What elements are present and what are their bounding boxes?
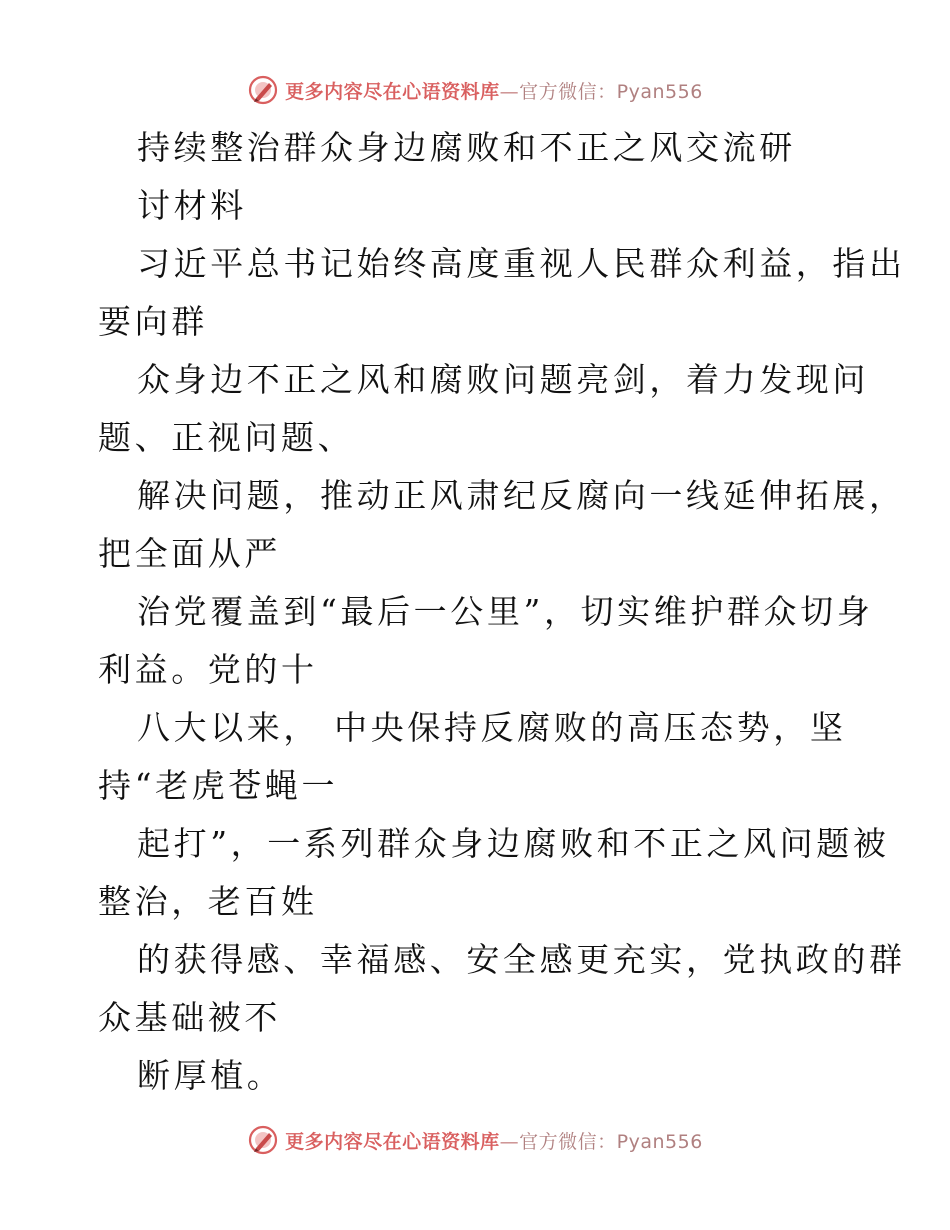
watermark-wechat-text: 官方微信：Pyan556 <box>519 1130 703 1153</box>
body-line-7: 治党覆盖到“最后一公里”，切实维护群众切身 <box>137 592 874 631</box>
body-line-4: 题、正视问题、 <box>98 418 355 457</box>
body-line-12: 整治，老百姓 <box>98 882 318 921</box>
watermark-text <box>285 1127 703 1154</box>
pen-circle-logo-icon <box>247 1124 279 1156</box>
watermark-separator: — <box>499 80 520 103</box>
title-line-1: 持续整治群众身边腐败和不正之风交流研 <box>137 128 796 167</box>
body-line-2: 要向群 <box>98 302 208 341</box>
body-line-8: 利益。党的十 <box>98 650 318 689</box>
body-line-9: 八大以来， 中央保持反腐败的高压态势，坚 <box>137 708 847 747</box>
body-line-5: 解决问题，推动正风肃纪反腐向一线延伸拓展， <box>137 476 906 515</box>
watermark-library-text: 更多内容尽在心语资料库 <box>285 80 500 103</box>
body-line-15: 断厚植。 <box>137 1056 284 1095</box>
body-line-3: 众身边不正之风和腐败问题亮剑，着力发现问 <box>137 360 869 399</box>
body-line-1: 习近平总书记始终高度重视人民群众利益，指出 <box>137 244 906 283</box>
body-line-6: 把全面从严 <box>98 534 281 573</box>
body-line-11: 起打”，一系列群众身边腐败和不正之风问题被 <box>137 824 890 863</box>
watermark-wechat-text: 官方微信：Pyan556 <box>519 80 703 103</box>
watermark-separator: — <box>499 1130 520 1153</box>
watermark-library-text: 更多内容尽在心语资料库 <box>285 1130 500 1153</box>
body-line-10: 持“老虎苍蝇一 <box>98 766 339 805</box>
body-line-13: 的获得感、幸福感、安全感更充实，党执政的群 <box>137 940 906 979</box>
body-line-14: 众基础被不 <box>98 998 281 1037</box>
footer-watermark <box>0 1120 950 1160</box>
title-line-2: 讨材料 <box>137 186 247 225</box>
